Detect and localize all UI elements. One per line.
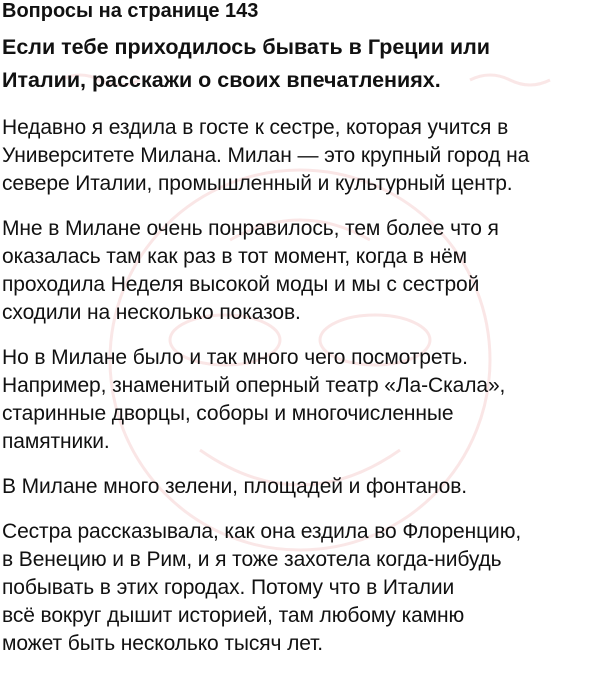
question-text <box>2 31 600 97</box>
paragraph-line: оказалась там как раз в тот момент, когда в нём <box>2 245 467 268</box>
paragraph-line: сходили на несколько показов. <box>2 301 301 324</box>
answer-paragraph-1 <box>2 114 600 198</box>
paragraph-line: Недавно я ездила в госте к сестре, которая учится в <box>2 116 509 139</box>
answer-paragraph-5 <box>2 518 600 658</box>
paragraph-line: Мне в Милане очень понравилось, тем более что я <box>2 217 499 240</box>
question-line: Италии, расскажи о своих впечатлениях. <box>2 68 441 92</box>
paragraph-line: побывать в этих городах. Потому что в Италии <box>2 576 455 599</box>
answer-paragraph-2 <box>2 215 600 327</box>
paragraph-line: В Милане много зелени, площадей и фонтанов. <box>2 475 467 498</box>
question-line: Если тебе приходилось бывать в Греции или <box>2 35 491 59</box>
paragraph-line: проходила Неделя высокой моды и мы с сестрой <box>2 273 480 296</box>
paragraph-line: всё вокруг дышит историей, там любому камню <box>2 604 465 627</box>
paragraph-line: севере Италии, промышленный и культурный центр. <box>2 172 513 195</box>
paragraph-line: памятники. <box>2 430 110 453</box>
paragraph-line: может быть несколько тысяч лет. <box>2 632 324 655</box>
paragraph-line: Университете Милана. Милан — это крупный город на <box>2 144 530 167</box>
page-heading: Вопросы на странице 143 <box>2 0 259 22</box>
paragraph-line: старинные дворцы, соборы и многочисленные <box>2 402 454 425</box>
paragraph-line: в Венецию и в Рим, и я тоже захотела когда-нибудь <box>2 548 502 571</box>
answer-paragraph-3 <box>2 344 600 456</box>
paragraph-line: Например, знаменитый оперный театр «Ла-Скала», <box>2 374 506 397</box>
answer-paragraph-4 <box>2 473 600 501</box>
paragraph-line: Но в Милане было и так много чего посмотреть. <box>2 346 468 369</box>
paragraph-line: Сестра рассказывала, как она ездила во Флоренцию, <box>2 520 522 543</box>
